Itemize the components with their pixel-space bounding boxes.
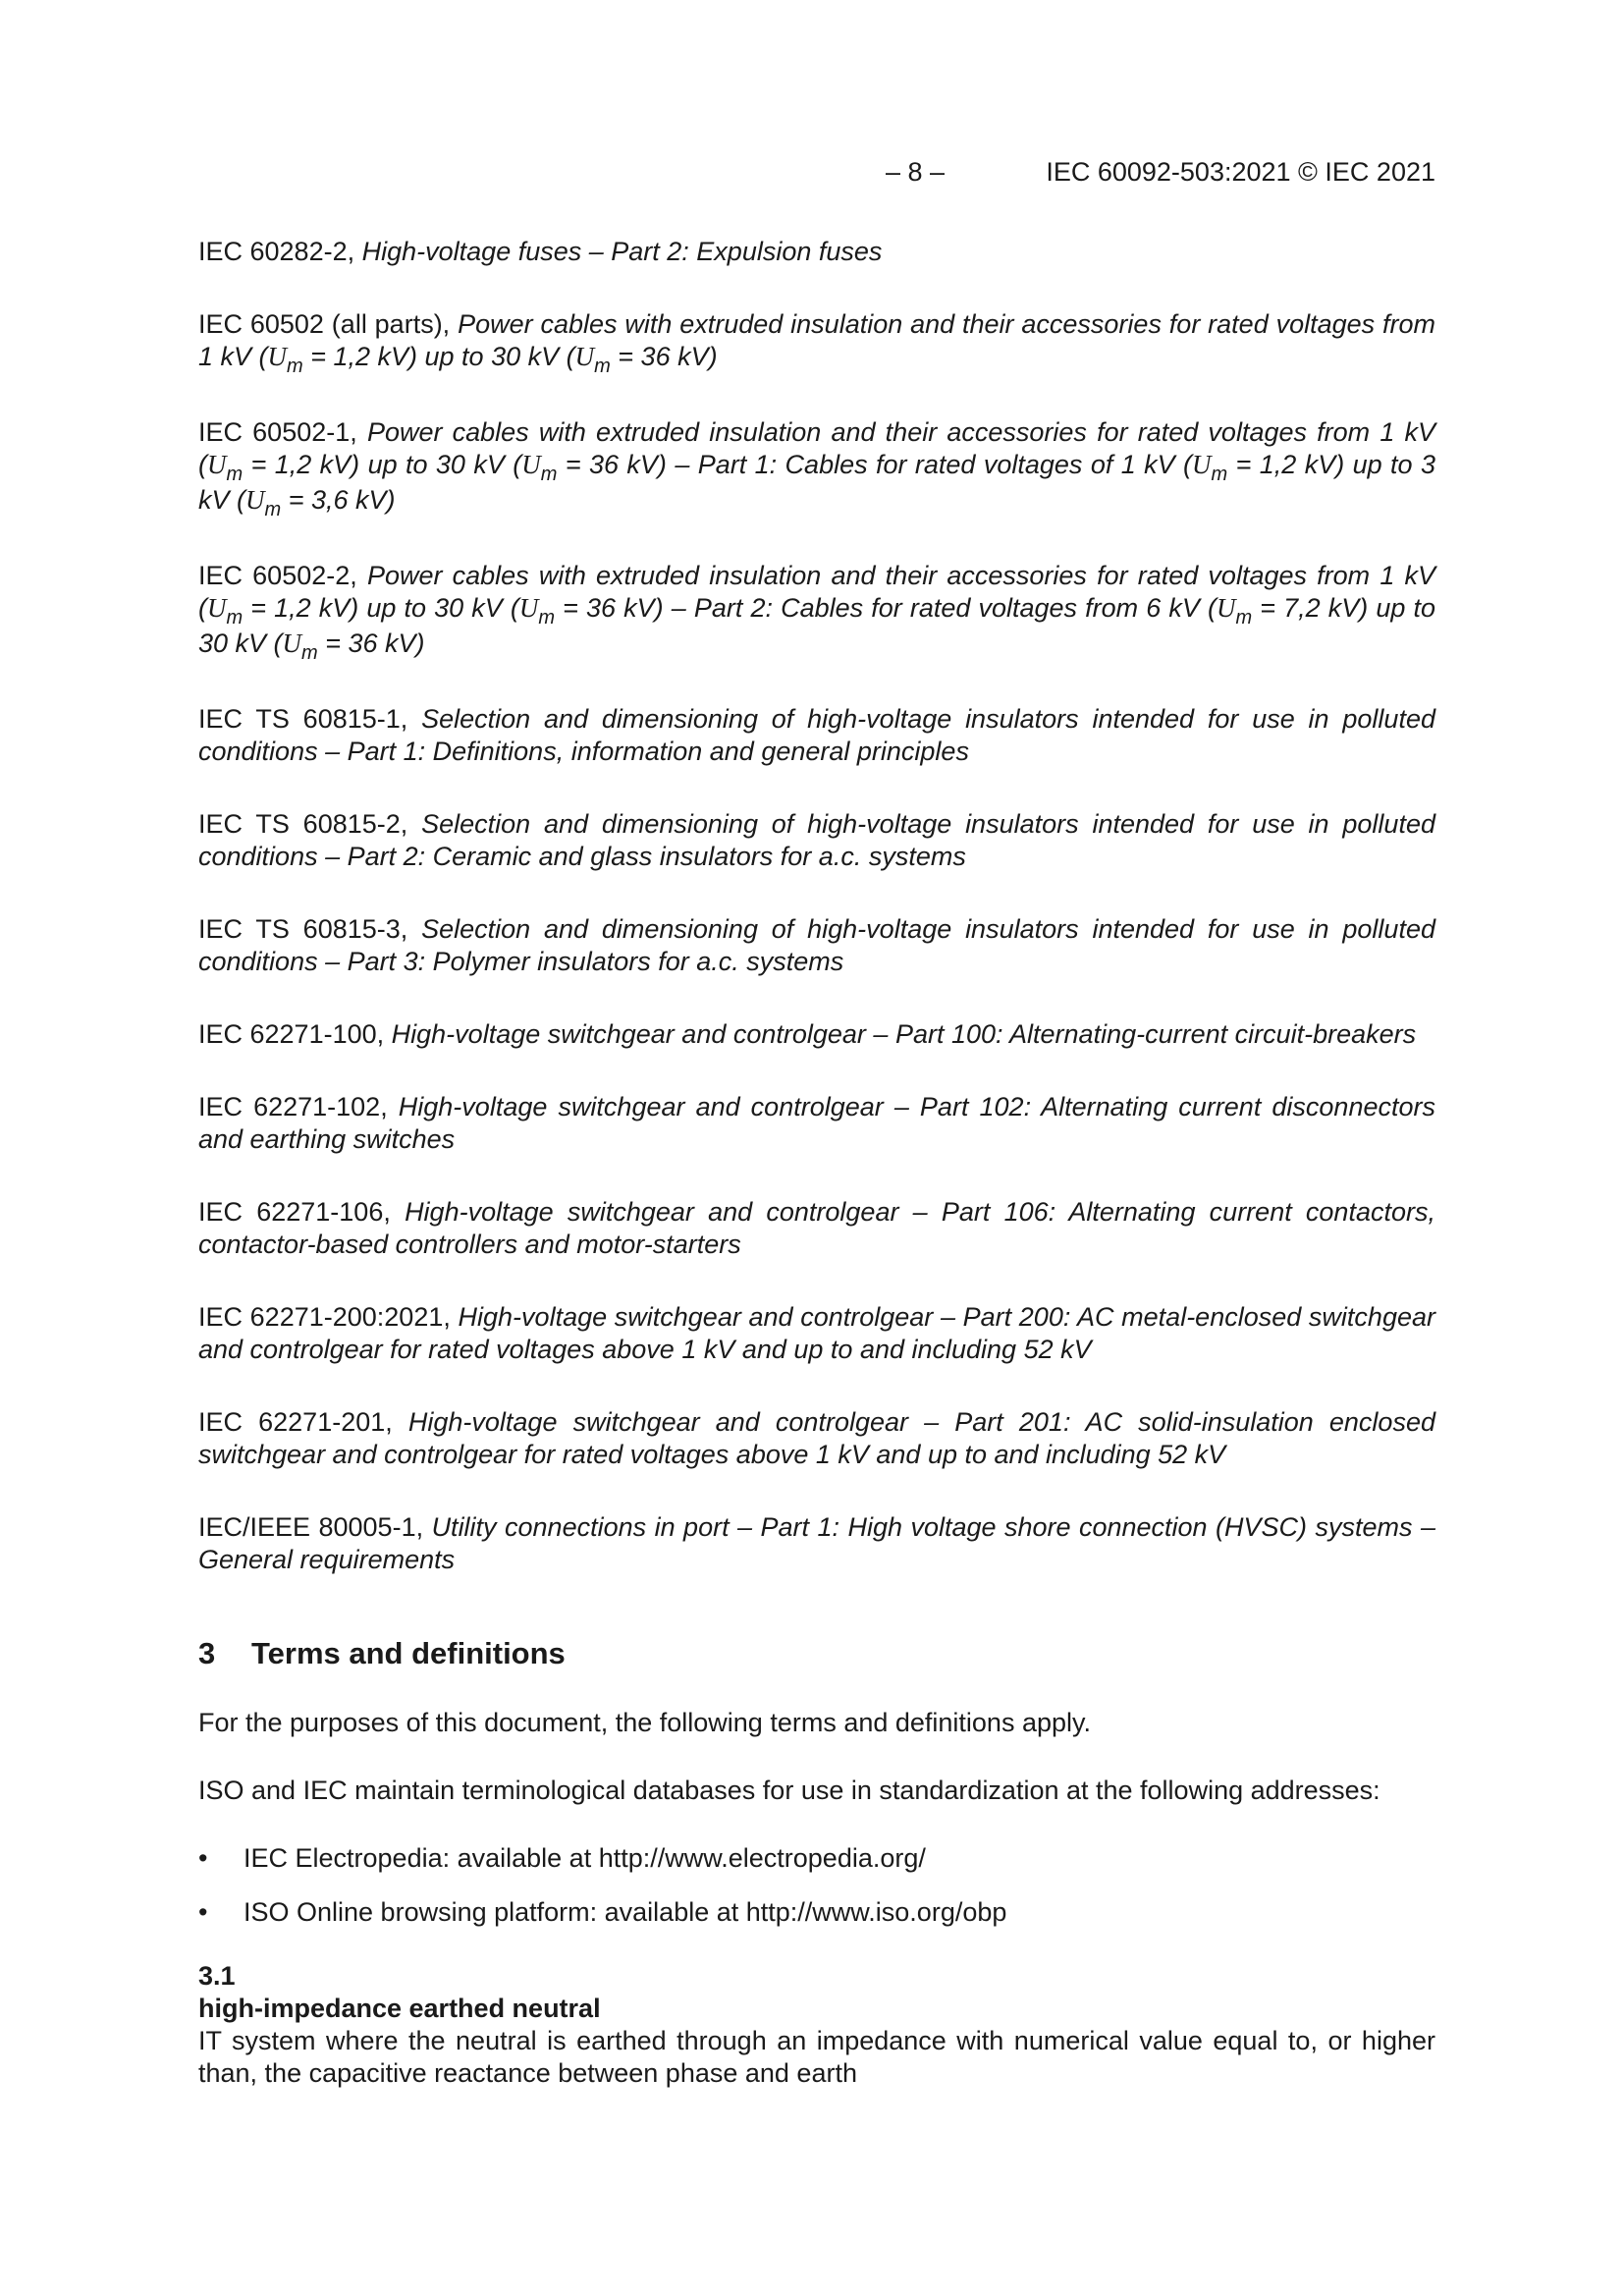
reference-title: Selection and dimensioning of high-voltage insulators intended for use in polluted conditions – Part 2: Ceramic and glass insulators for a.c. systems [198, 809, 1435, 871]
term-name: high-impedance earthed neutral [198, 1994, 601, 2023]
term-definition: IT system where the neutral is earthed through an impedance with numerical value equal to, or higher than, the capacitive reactance between phase and earth [198, 2026, 1435, 2088]
page-number: – 8 – [885, 157, 946, 187]
title-part: = 1,2 kV) up to 30 kV ( [302, 342, 575, 371]
reference-title: High-voltage switchgear and controlgear – Part 201: AC solid-insulation enclosed switchgear and controlgear for rated voltages above 1 kV and up to and including 52 kV [198, 1407, 1435, 1469]
reference-id: IEC 60282-2, [198, 237, 355, 266]
title-part: = 7,2 kV) up to 30 kV ( [198, 593, 1435, 658]
section-heading [198, 1637, 1435, 1669]
reference-id: IEC TS 60815-3, [198, 914, 408, 944]
reference-title: Selection and dimensioning of high-voltage insulators intended for use in polluted conditions – Part 3: Polymer insulators for a.c. systems [198, 914, 1435, 976]
reference-title: High-voltage switchgear and controlgear – Part 100: Alternating-current circuit-breakers [391, 1019, 1417, 1049]
subscript-m: m [226, 607, 243, 629]
reference-title: Selection and dimensioning of high-voltage insulators intended for use in polluted conditions – Part 1: Definitions, information and general principles [198, 704, 1435, 766]
reference-iec-62271-106 [198, 1196, 1435, 1261]
title-part: = 36 kV) [317, 629, 425, 658]
title-part: = 3,6 kV) [281, 485, 396, 515]
symbol-u: U [245, 485, 265, 515]
symbol-u: U [1216, 593, 1236, 623]
reference-title: Utility connections in port – Part 1: High voltage shore connection (HVSC) systems – General requirements [198, 1512, 1435, 1574]
reference-iec-ts-60815-3 [198, 913, 1435, 978]
reference-title: High-voltage switchgear and controlgear – Part 102: Alternating current disconnectors and earthing switches [198, 1092, 1435, 1154]
reference-iec-ts-60815-2 [198, 808, 1435, 873]
section-intro: For the purposes of this document, the following terms and definitions apply. [198, 1708, 1091, 1737]
reference-iec-ts-60815-1 [198, 703, 1435, 768]
reference-id: IEC/IEEE 80005-1, [198, 1512, 424, 1542]
database-list [198, 1842, 1435, 1929]
reference-iec-62271-100 [198, 1018, 1435, 1051]
reference-iec-60282-2 [198, 236, 1435, 268]
reference-id: IEC TS 60815-1, [198, 704, 408, 734]
symbol-u: U [518, 593, 539, 623]
reference-id: IEC TS 60815-2, [198, 809, 408, 839]
section-title: Terms and definitions [251, 1636, 566, 1670]
title-part: = 1,2 kV) up to 30 kV ( [243, 450, 522, 479]
reference-id: IEC 62271-100, [198, 1019, 385, 1049]
title-part: Power cables with extruded insulation and their accessories for rated voltages from 1 kV ( [198, 309, 1435, 371]
reference-id: IEC 60502 (all parts), [198, 309, 451, 339]
reference-id: IEC 62271-201, [198, 1407, 393, 1437]
list-item [198, 1842, 1435, 1875]
title-part: = 36 kV) – Part 1: Cables for rated voltages of 1 kV ( [557, 450, 1193, 479]
reference-iec-60502-2 [198, 560, 1435, 663]
reference-title [198, 561, 1435, 664]
list-item-text: ISO Online browsing platform: available at http://www.iso.org/obp [243, 1897, 1007, 1927]
symbol-u: U [207, 593, 227, 623]
symbol-u: U [574, 342, 595, 371]
reference-iec-62271-201 [198, 1406, 1435, 1471]
symbol-u: U [282, 629, 302, 658]
reference-iec-62271-200 [198, 1301, 1435, 1366]
page-header [198, 157, 1435, 196]
term-number: 3.1 [198, 1961, 236, 1991]
reference-id: IEC 62271-200:2021, [198, 1302, 451, 1332]
symbol-u: U [521, 450, 541, 479]
subscript-m: m [1211, 464, 1228, 485]
symbol-u: U [207, 450, 227, 479]
subscript-m: m [538, 607, 556, 629]
reference-id: IEC 60502-2, [198, 561, 357, 590]
reference-iec-62271-102 [198, 1091, 1435, 1156]
bullet-icon: • [198, 1897, 208, 1927]
reference-title: High-voltage switchgear and controlgear – Part 200: AC metal-enclosed switchgear and controlgear for rated voltages above 1 kV and up to and including 52 kV [198, 1302, 1435, 1364]
section-number: 3 [198, 1636, 216, 1670]
subscript-m: m [226, 464, 243, 485]
reference-title: High-voltage fuses – Part 2: Expulsion fuses [361, 237, 883, 266]
title-part: = 36 kV) – Part 2: Cables for rated voltages from 6 kV ( [555, 593, 1217, 623]
title-part: = 1,2 kV) up to 3 kV ( [198, 450, 1435, 515]
reference-id: IEC 62271-106, [198, 1197, 391, 1227]
reference-iec-60502 [198, 308, 1435, 376]
databases-intro: ISO and IEC maintain terminological databases for use in standardization at the following addresses: [198, 1776, 1380, 1805]
reference-title: High-voltage switchgear and controlgear – Part 106: Alternating current contactors, contactor-based controllers and motor-starters [198, 1197, 1435, 1259]
title-part: Power cables with extruded insulation and their accessories for rated voltages from 1 kV ( [198, 561, 1435, 623]
reference-id: IEC 60502-1, [198, 417, 357, 447]
bullet-icon: • [198, 1843, 208, 1873]
subscript-m: m [594, 355, 611, 377]
list-item [198, 1896, 1435, 1929]
reference-iec-60502-1 [198, 416, 1435, 519]
subscript-m: m [264, 499, 282, 520]
page-content [198, 236, 1435, 2090]
subscript-m: m [287, 355, 303, 377]
title-part: = 36 kV) [610, 342, 718, 371]
document-id: IEC 60092-503:2021 © IEC 2021 [1046, 157, 1435, 187]
subscript-m: m [540, 464, 558, 485]
title-part: = 1,2 kV) up to 30 kV ( [243, 593, 519, 623]
subscript-m: m [1235, 607, 1253, 629]
reference-id: IEC 62271-102, [198, 1092, 388, 1121]
symbol-u: U [1192, 450, 1212, 479]
reference-title [198, 417, 1435, 520]
subscript-m: m [301, 642, 318, 664]
reference-iec-ieee-80005-1 [198, 1511, 1435, 1576]
symbol-u: U [267, 342, 288, 371]
list-item-text: IEC Electropedia: available at http://www.electropedia.org/ [243, 1843, 926, 1873]
title-part: Power cables with extruded insulation and their accessories for rated voltages from 1 kV ( [198, 417, 1435, 479]
